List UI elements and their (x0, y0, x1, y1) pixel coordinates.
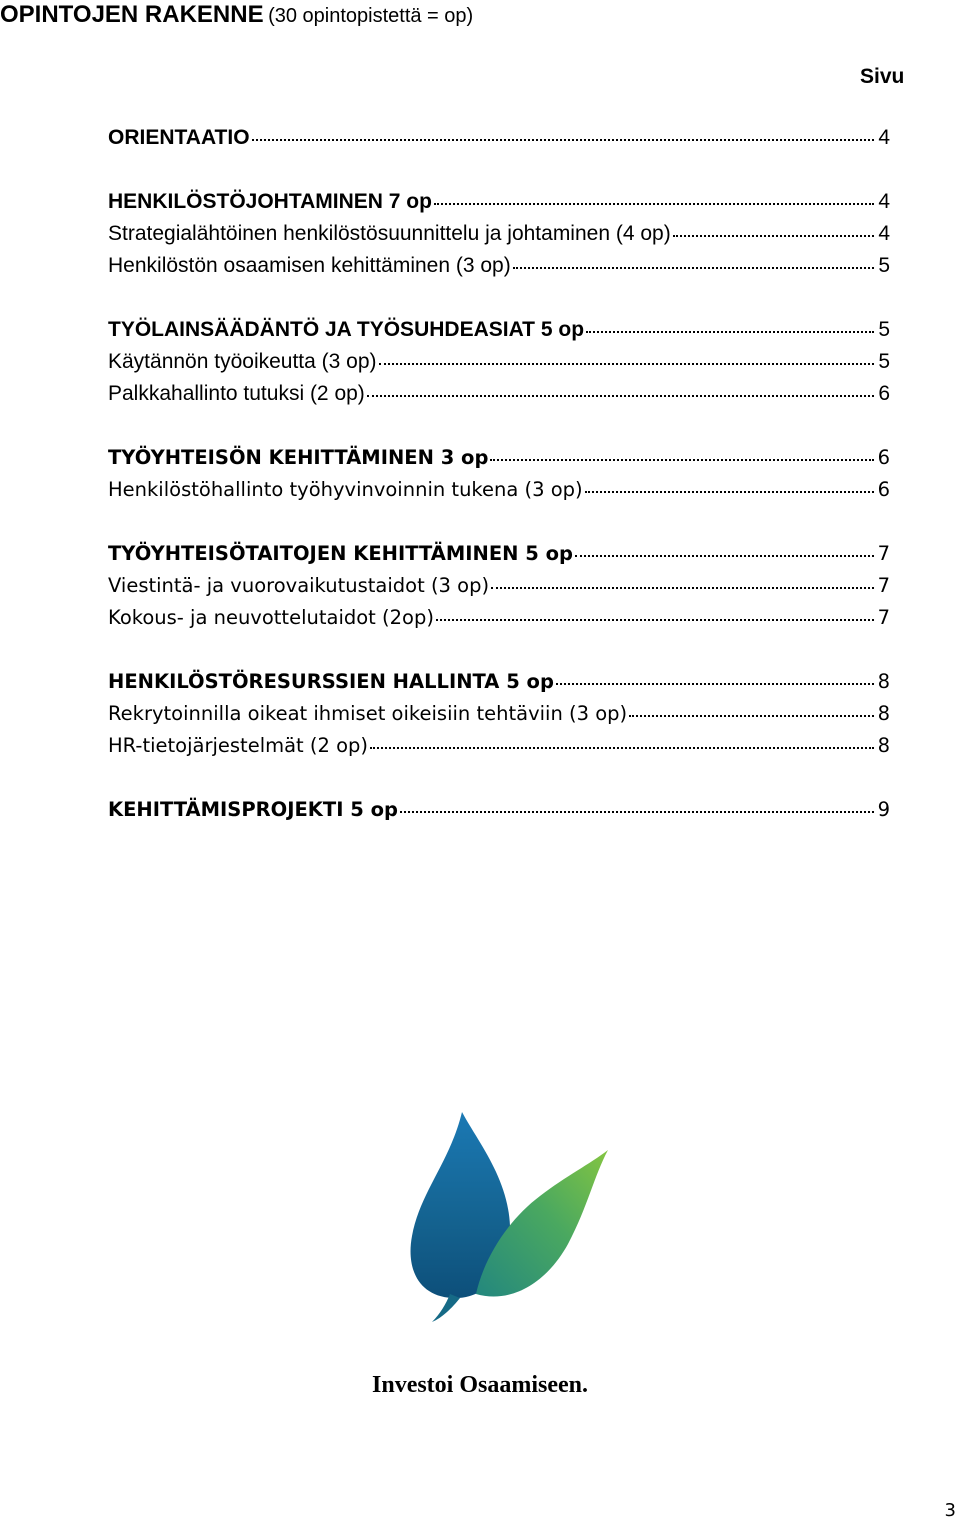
toc-entry-label: KEHITTÄMISPROJEKTI 5 op (108, 798, 398, 821)
toc-entry-page: 8 (877, 702, 890, 725)
toc-entry-page: 4 (878, 126, 890, 149)
page-number: 3 (944, 1500, 956, 1521)
toc-entry-page: 5 (878, 254, 890, 277)
toc-entry-kokous (108, 602, 890, 634)
toc-entry-label: Henkilöstöhallinto työhyvinvoinnin tukena (3 op) (108, 478, 583, 501)
toc-entry-page: 5 (878, 350, 890, 373)
toc-entry-label: ORIENTAATIO (108, 126, 250, 149)
toc-entry-tyoyhteison-kehittaminen (108, 442, 890, 474)
dot-leader (673, 234, 875, 237)
toc-entry-label: Käytännön työoikeutta (3 op) (108, 350, 377, 373)
toc-entry-page: 8 (877, 670, 890, 693)
toc-entry-page: 4 (878, 190, 890, 213)
toc-entry-page: 6 (877, 478, 890, 501)
toc-entry-label: TYÖLAINSÄÄDÄNTÖ JA TYÖSUHDEASIAT 5 op (108, 318, 585, 341)
dot-leader (585, 490, 874, 493)
toc-entry-palkkahallinto (108, 378, 890, 410)
toc-entry-strategialahtoinen (108, 218, 890, 250)
toc-entry-label: TYÖYHTEISÖN KEHITTÄMINEN 3 op (108, 446, 489, 469)
toc-entry-page: 7 (877, 574, 890, 597)
toc-entry-label: Kokous- ja neuvottelutaidot (2op) (108, 606, 434, 629)
dot-leader (400, 810, 874, 813)
document-subtitle: (30 opintopistettä = op) (268, 5, 474, 27)
dot-leader (367, 394, 875, 397)
toc-entry-page: 9 (877, 798, 890, 821)
dot-leader (436, 618, 874, 621)
dot-leader (434, 202, 874, 205)
toc-entry-label: Strategialähtöinen henkilöstösuunnittelu ja johtaminen (4 op) (108, 222, 671, 245)
dot-leader (379, 362, 875, 365)
dot-leader (513, 266, 875, 269)
dot-leader (252, 138, 875, 141)
leaf-sprout-icon (380, 1108, 630, 1328)
toc-entry-label: HENKILÖSTÖJOHTAMINEN 7 op (108, 190, 432, 213)
toc-entry-page: 7 (877, 606, 890, 629)
dot-leader (575, 554, 874, 557)
toc-entry-label: Henkilöstön osaamisen kehittäminen (3 op) (108, 254, 511, 277)
toc-entry-osaamisen-kehittaminen (108, 250, 890, 282)
toc-entry-label: Palkkahallinto tutuksi (2 op) (108, 382, 365, 405)
toc-entry-label: HENKILÖSTÖRESURSSIEN HALLINTA 5 op (108, 670, 554, 693)
toc-entry-page: 7 (877, 542, 890, 565)
document-heading (0, 0, 473, 32)
toc-entry-page: 6 (878, 382, 890, 405)
toc-entry-tyoyhteisotaitojen (108, 538, 890, 570)
toc-entry-page: 6 (877, 446, 890, 469)
page-column-label: Sivu (860, 65, 905, 88)
toc-entry-label: Viestintä- ja vuorovaikutustaidot (3 op) (108, 574, 490, 597)
toc-entry-henkilostoresurssien (108, 666, 890, 698)
document-title: OPINTOJEN RAKENNE (0, 1, 264, 28)
dot-leader (370, 746, 874, 749)
toc-entry-kaytannon-tyooikeutta (108, 346, 890, 378)
dot-leader (629, 714, 873, 717)
toc-entry-kehittamisprojekti (108, 794, 890, 826)
toc-entry-viestinta (108, 570, 890, 602)
toc-entry-orientaatio (108, 122, 890, 154)
toc-entry-tyolainsaadanto (108, 314, 890, 346)
dot-leader (586, 330, 874, 333)
toc-entry-hr-tietojarjestelmat (108, 730, 890, 762)
toc-entry-rekrytoinnilla (108, 698, 890, 730)
toc-entry-henkilostohallinto (108, 474, 890, 506)
dot-leader (556, 682, 874, 685)
toc-entry-label: Rekrytoinnilla oikeat ihmiset oikeisiin tehtäviin (3 op) (108, 702, 628, 725)
toc-entry-label: HR-tietojärjestelmät (2 op) (108, 734, 369, 757)
toc-entry-page: 8 (877, 734, 890, 757)
toc-entry-page: 4 (878, 222, 890, 245)
dot-leader (490, 458, 873, 461)
toc-entry-page: 5 (878, 318, 890, 341)
slogan: Investoi Osaamiseen. (372, 1372, 588, 1398)
toc-entry-label: TYÖYHTEISÖTAITOJEN KEHITTÄMINEN 5 op (108, 542, 574, 565)
toc-entry-henkilostojohtaminen (108, 186, 890, 218)
dot-leader (491, 586, 874, 589)
